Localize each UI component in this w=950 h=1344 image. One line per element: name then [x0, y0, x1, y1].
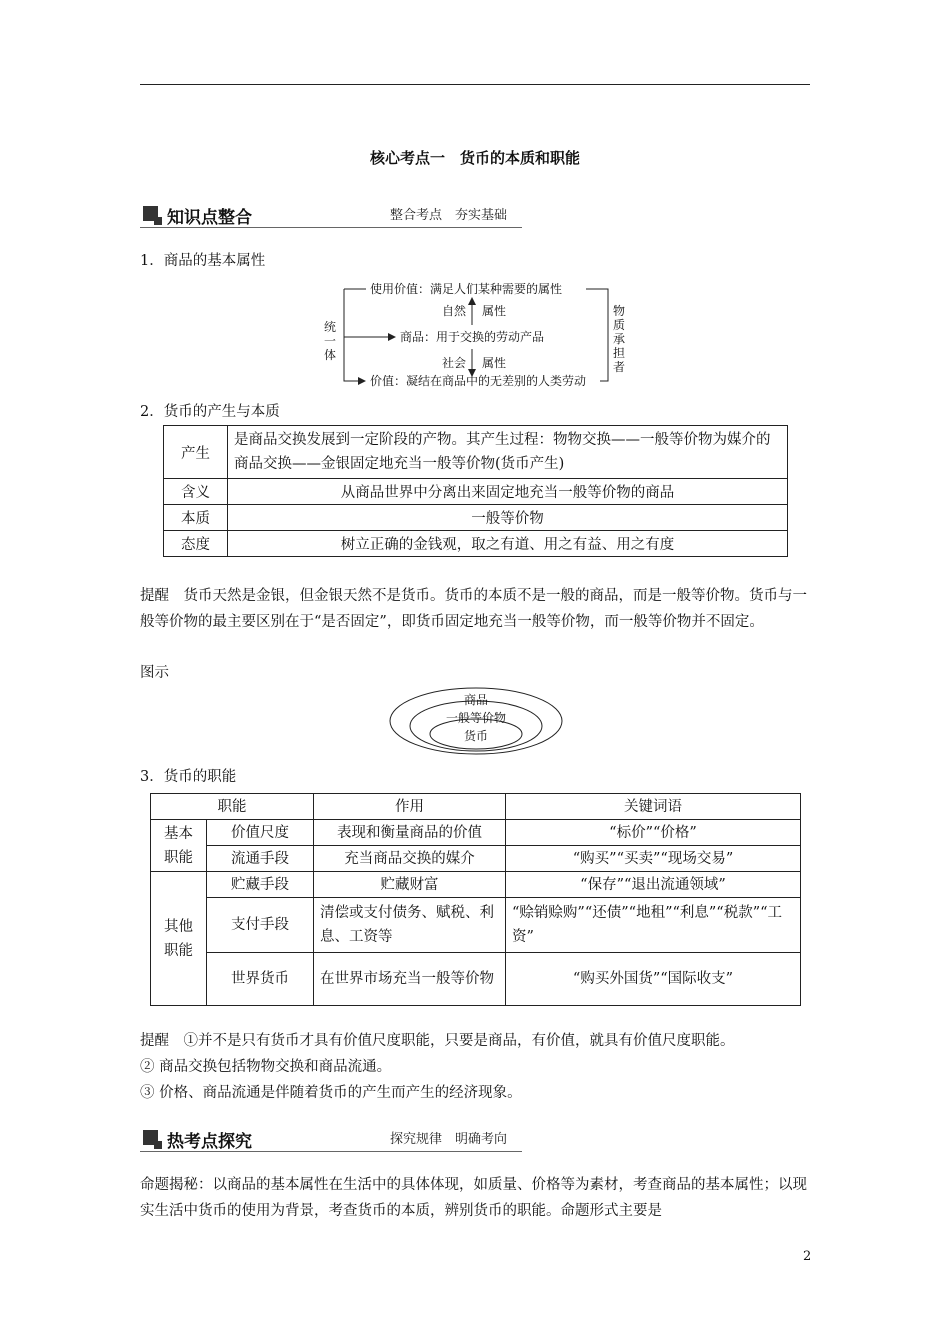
row-content: 是商品交换发展到一定阶段的产物。其产生过程：物物交换——一般等价物为媒介的商品交换——金银固定地充当一般等价物(货币产生): [228, 426, 788, 479]
section-underline: [140, 1151, 522, 1152]
item3-reminder-2: ② 商品交换包括物物交换和商品流通。: [140, 1059, 392, 1075]
row-label: 产生: [164, 426, 228, 479]
attr1-text: 属性: [482, 304, 507, 318]
money-origin-table: [163, 425, 788, 557]
proposition-text: 命题揭秘：以商品的基本属性在生活中的具体体现，如质量、价格等为素材，考查商品的基本属性；以现实生活中货币的使用为背景，考查货币的本质，辨别货币的职能。命题形式主要是: [140, 1177, 807, 1219]
keywords-cell: “保存”“退出流通领域”: [506, 872, 801, 898]
section-corner-icon: [154, 217, 162, 225]
left-label-1: 统: [324, 320, 337, 334]
table-row: [151, 846, 801, 872]
table-header-row: [151, 794, 801, 820]
role-cell: 贮藏财富: [314, 872, 506, 898]
figure-middle-text: 一般等价物: [445, 711, 507, 725]
row-label: 本质: [164, 505, 228, 531]
item1-heading: 1．商品的基本属性: [140, 253, 266, 269]
commodity-attributes-diagram: [318, 275, 638, 395]
left-label-3: 体: [324, 348, 337, 362]
function-cell: 贮藏手段: [207, 872, 314, 898]
function-cell: 世界货币: [207, 953, 314, 1006]
section-subtitle: 探究规律 明确考向: [390, 1132, 508, 1147]
right-label-3: 承: [613, 332, 626, 346]
value-text: 价值：凝结在商品中的无差别的人类劳动: [370, 374, 587, 388]
function-cell: 支付手段: [207, 898, 314, 953]
table-row: [151, 820, 801, 846]
role-cell: 充当商品交换的媒介: [314, 846, 506, 872]
attr2-text: 属性: [482, 356, 507, 370]
right-label-4: 担: [613, 346, 626, 360]
right-label-5: 者: [613, 360, 626, 374]
item3-heading: 3．货币的职能: [140, 769, 237, 785]
item3-reminder-1: 提醒 ①并不是只有货币才具有价值尺度职能，只要是商品，有价值，就具有价值尺度职能。: [140, 1033, 735, 1049]
natural-text: 自然: [442, 304, 467, 318]
function-cell: 流通手段: [207, 846, 314, 872]
item2-reminder: 提醒 货币天然是金银，但金银天然不是货币。货币的本质不是一般的商品，而是一般等价物。货币与一般等价物的最主要区别在于“是否固定”，即货币固定地充当一般等价物，而一般等价物并不固定。: [140, 588, 807, 630]
table-row: [164, 479, 788, 505]
figure-inner-text: 货币: [463, 729, 489, 743]
row-content: 一般等价物: [228, 505, 788, 531]
role-cell: 清偿或支付债务、赋税、利息、工资等: [314, 898, 506, 953]
commodity-text: 商品：用于交换的劳动产品: [400, 330, 545, 344]
table-row: [151, 872, 801, 898]
row-content: 从商品世界中分离出来固定地充当一般等价物的商品: [228, 479, 788, 505]
header-rule: [140, 84, 810, 85]
section-title: 知识点整合: [167, 208, 252, 228]
figure-label: 图示: [140, 665, 169, 681]
section-bar-hotspot: [140, 1124, 522, 1154]
table-row: [164, 426, 788, 479]
left-label-2: 一: [324, 334, 337, 348]
section-bar-knowledge: [140, 200, 522, 230]
section-corner-icon: [154, 1141, 162, 1149]
category-other: 其他职能: [151, 872, 207, 1006]
keywords-cell: “购买外国货”“国际收支”: [506, 953, 801, 1006]
use-value-text: 使用价值：满足人们某种需要的属性: [370, 282, 563, 296]
row-content: 树立正确的金钱观，取之有道、用之有益、用之有度: [228, 531, 788, 557]
header-keywords: 关键词语: [506, 794, 801, 820]
table-row: [151, 953, 801, 1006]
page-number: 2: [803, 1249, 812, 1264]
right-label-2: 质: [613, 318, 626, 332]
figure-outer-text: 商品: [463, 693, 489, 707]
row-label: 含义: [164, 479, 228, 505]
header-role: 作用: [314, 794, 506, 820]
header-function: 职能: [151, 794, 314, 820]
money-functions-table: [150, 793, 801, 1006]
table-row: [164, 505, 788, 531]
function-cell: 价值尺度: [207, 820, 314, 846]
section-underline: [140, 227, 522, 228]
role-cell: 在世界市场充当一般等价物: [314, 953, 506, 1006]
social-text: 社会: [442, 356, 467, 370]
role-cell: 表现和衡量商品的价值: [314, 820, 506, 846]
keywords-cell: “购买”“买卖”“现场交易”: [506, 846, 801, 872]
table-row: [151, 898, 801, 953]
item2-heading: 2．货币的产生与本质: [140, 404, 280, 420]
table-row: [164, 531, 788, 557]
keywords-cell: “赊销赊购”“还债”“地租”“利息”“税款”“工资”: [506, 898, 801, 953]
money-nesting-figure: [388, 686, 564, 756]
category-basic: 基本职能: [151, 820, 207, 872]
row-label: 态度: [164, 531, 228, 557]
section-subtitle: 整合考点 夯实基础: [390, 208, 508, 223]
section-title: 热考点探究: [167, 1132, 252, 1152]
right-label-1: 物: [613, 304, 626, 318]
keywords-cell: “标价”“价格”: [506, 820, 801, 846]
page-title: 核心考点一 货币的本质和职能: [369, 149, 580, 167]
item3-reminder-3: ③ 价格、商品流通是伴随着货币的产生而产生的经济现象。: [140, 1085, 522, 1101]
